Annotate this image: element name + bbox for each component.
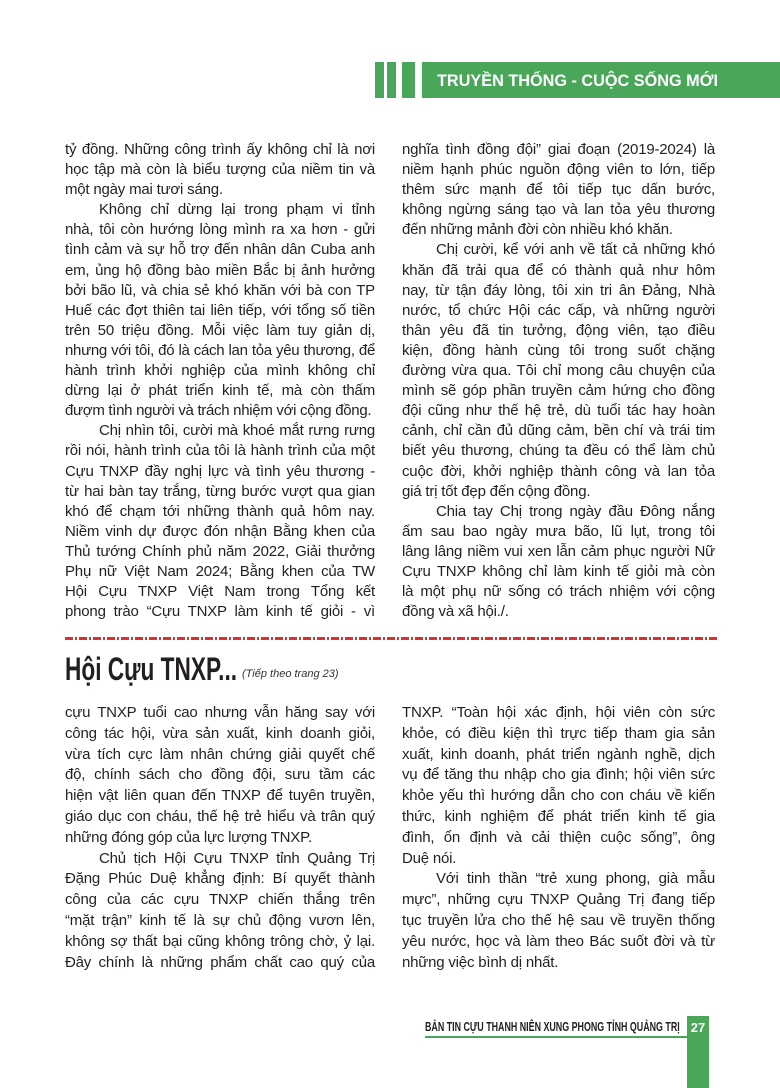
text-line: nay, từ tận đáy lòng, tôi xin tri ân Đảng, Nhà [402,281,715,299]
text-line: Hội Cựu TNXP Việt Nam trong Tổng kết [65,583,375,601]
publication-name: BẢN TIN CỰU THANH NIÊN XUNG PHONG TỈNH QUẢNG TRỊ [425,1019,680,1034]
text-line: những việc bình dị nhất. [402,953,559,971]
text-line: học tập mà còn là biểu tượng của niềm tin và [65,161,375,179]
text-line: hiện vật liên quan đến TNXP để tuyên truyền, [65,787,375,805]
text-line: đến những mảnh đời còn nhiều khó khăn. [402,221,673,239]
text-line: độ, chính sách cho đồng đội, sưu tầm các [65,766,375,784]
continuation-right-column [402,703,715,973]
footer-rule [425,1036,687,1038]
header-stripe [387,62,396,98]
text-line: hành trình khởi nghiệp của mình không chỉ [65,362,375,380]
text-line: cảnh, chỉ cần đủ dũng cảm, bền chí và trái tim [402,422,715,440]
continuation-left-column [65,703,375,973]
text-line: Niềm vinh dự được đón nhận Bằng khen của [65,522,375,540]
text-line: cựu TNXP tuổi cao nhưng vẫn hăng say với [65,704,375,721]
text-line: đội cũng như thế hệ trẻ, dù tuổi tác hay hoàn [402,402,715,420]
text-line: biết yêu thương, chúng ta đều có thể làm chủ [402,442,715,460]
text-line: một ngày mai tươi sáng. [65,181,223,199]
text-line: dừng lại ở phát triển kinh tế, mà còn thấm [65,382,375,400]
text-line: thêm sức mạnh để tôi tiếp tục dấn bước, [402,181,715,199]
text-line: xuất, kinh doanh, phát triển ngành nghề, dịch [402,745,715,763]
text-line: Thủ tướng Chính phủ năm 2022, Giải thưởng [65,542,375,560]
text-line: vụ để tăng thu nhập cho gia đình; hội viên sức [402,766,715,784]
text-line: Chủ tịch Hội Cựu TNXP tỉnh Quảng Trị [99,849,375,867]
text-line: Không chỉ dừng lại trong phạm vi tỉnh [99,201,375,219]
text-line: Cựu TNXP không chỉ làm kinh tế giỏi mà còn [402,562,715,580]
text-line: nghĩa tình đồng đội” giai đoạn (2019-2024) là [402,141,715,158]
text-line: vừa tích cực làm nhân chứng giải quyết chế [65,745,375,763]
page-number: 27 [690,1020,706,1035]
continuation-note: (Tiếp theo trang 23) [242,668,339,680]
text-line: trên 50 triệu đồng. Mỗi việc làm tuy giản dị, [65,321,375,339]
text-line: nhà, tôi còn hướng lòng mình ra xa hơn - gửi [65,221,375,239]
text-line: đình, ổn định và cải thiện cuộc sống”, ông [402,828,715,846]
text-line: khó để chạm tới những thành quả hôm nay. [65,502,375,520]
text-line: tình cảm và sự hỗ trợ đến nhân dân Cuba anh [65,241,375,259]
text-line: giáo dục con cháu, thế hệ trẻ hiểu và trân quý [65,807,375,825]
article-left-column [65,140,375,622]
text-line: Chị cười, kể với anh về tất cả những khó [436,241,715,259]
text-line: đường vừa qua. Tôi chỉ mong câu chuyện của [402,362,715,380]
text-line: đượm tình người và trách nhiệm với cộng đồng. [65,402,372,420]
header-stripe [402,62,415,98]
page-number-box [687,1016,709,1088]
text-line: không ngừng sáng tạo và lan tỏa yêu thương [402,201,715,219]
text-line: Duệ nói. [402,849,457,867]
text-line: giá trị tốt đẹp đến cộng đồng. [402,482,591,500]
header-stripe [375,62,384,98]
text-line: lâng lâng niềm vui xen lẫn cảm phục người Nữ [402,542,715,560]
text-line: là một phụ nữ sống có trách nhiệm với cộng [402,583,715,601]
text-line: công của các cựu TNXP chiến thắng trên [65,891,375,909]
text-line: phong trào “Cựu TNXP làm kinh tế giỏi - vì [65,603,375,621]
text-line: Chị nhìn tôi, cười mà khoé mắt rưng rưng [99,422,375,440]
text-line: tục truyền lửa cho thế hệ sau về truyền thống [402,911,715,929]
text-line: mực”, những cựu TNXP Quảng Trị đang tiếp [402,891,715,909]
text-line: kiện, đồng hành cùng tôi trong suốt chặng [402,341,715,359]
continuation-title: Hội Cựu TNXP... [65,651,238,687]
text-line: tỷ đồng. Những công trình ấy không chỉ là nơi [65,141,375,158]
text-line: khỏe yếu thì hướng dẫn cho con cháu về kiến [402,787,715,805]
text-line: nước, tổ chức Hội các cấp, và những người [402,301,715,319]
text-line: rồi nói, hành trình của tôi là hành trình của một [65,442,375,460]
text-line: khỏe, có điều kiện thì trực tiếp tham gia sản [402,724,715,742]
text-line: bởi bão lũ, và chia sẻ khó khăn với bà con TP [65,281,375,299]
text-line: Phụ nữ Việt Nam 2024; Bằng khen của TW [65,562,375,580]
text-line: mình sẽ góp phần truyền cảm hứng cho đồng [402,382,715,400]
text-line: từ hai bàn tay trắng, từng bước vượt qua gian [65,482,375,500]
footer-publication [425,1019,780,1035]
text-line: thân yêu đã tin tưởng, động viên, tạo điều [402,321,715,339]
article-right-column [402,140,715,622]
text-line: cuộc đời, khởi nghiệp thành công và lan tỏa [402,462,715,480]
text-line: ấm sau bao ngày mưa bão, lũ lụt, trong tôi [402,522,715,540]
text-line: đồng và xã hội./. [402,603,509,621]
section-header [437,63,731,99]
text-line: niềm hạnh phúc nguồn động viên to lớn, tiếp [402,161,715,179]
text-line: khăn đã trải qua để có thành quả như hôm [402,261,715,279]
text-line: Huế các đợt thiên tai liên tiếp, với tổng số tiền [65,301,375,319]
text-line: công tác hội, vừa sản xuất, kinh doanh giỏi, [65,724,375,742]
text-line: TNXP. “Toàn hội xác định, hội viên còn sức [402,704,715,721]
text-line: yêu nước, học và làm theo Bác suốt đời và từ [402,932,715,950]
text-line: thức, kinh nghiệm để phát triển kinh tế gia [402,807,715,825]
text-line: Cựu TNXP đầy nghị lực và tình yêu thương - [65,462,375,480]
section-divider [65,637,717,640]
text-line: không sợ thất bại cũng không trông chờ, ỷ lại. [65,932,375,950]
text-line: Đây chính là những phẩm chất cao quý của [65,953,375,971]
text-line: Đặng Phúc Duệ khẳng định: Bí quyết thành [65,870,375,888]
text-line: nhưng với tôi, đó là cách lan tỏa yêu thương, để [65,341,375,359]
text-line: em, ủng hộ đồng bào miền Bắc bị ảnh hưởng [65,261,375,279]
text-line: “mặt trận” kinh tế là sự chủ động vươn lên, [65,911,375,929]
text-line: Chia tay Chị trong ngày đầu Đông nắng [436,502,715,520]
text-line: Với tinh thần “trẻ xung phong, già mẫu [436,870,715,888]
text-line: những đóng góp của lực lượng TNXP. [65,828,312,846]
section-title: TRUYỀN THỐNG - CUỘC SỐNG MỚI [437,71,719,90]
